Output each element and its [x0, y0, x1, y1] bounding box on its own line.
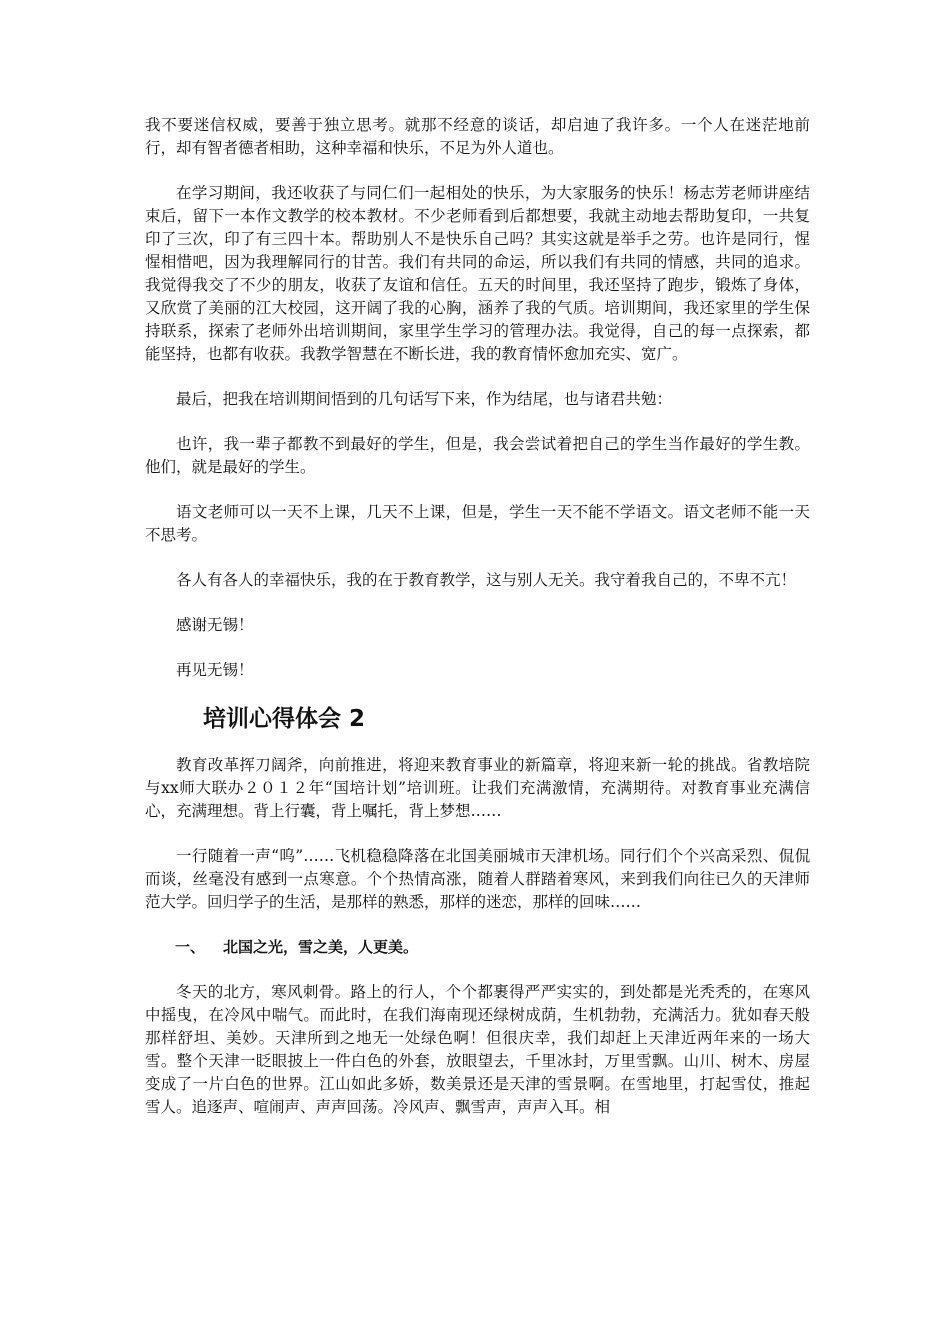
subsection-heading: [145, 936, 810, 959]
paragraph: 在学习期间，我还收获了与同仁们一起相处的快乐，为大家服务的快乐！杨志芳老师讲座结束后，留下一本作文教学的校本教材。不少老师看到后都想要，我就主动地去帮助复印，一共复印了三次，印了有三四十本。帮助别人不是快乐自己吗？其实这就是举手之劳。也许是同行，惺惺相惜吧，因为我理解同行的甘苦。我们有共同的命运，所以我们有共同的情感，共同的追求。我觉得我交了不少的朋友，收获了友谊和信任。五天的时间里，我还坚持了跑步，锻炼了身体，又欣赏了美丽的江大校园，这开阔了我的心胸，涵养了我的气质。培训期间，我还家里的学生保持联系，探索了老师外出培训期间，家里学生学习的管理办法。我觉得，自己的每一点探索，都能坚持，也都有收获。我教学智慧在不断长进，我的教育情怀愈加充实、宽广。: [145, 184, 810, 363]
paragraph: 一行随着一声“呜”……飞机稳稳降落在北国美丽城市天津机场。同行们个个兴高采烈、侃侃而谈，丝毫没有感到一点寒意。个个热情高涨，随着人群踏着寒风，来到我们向往已久的天津师范大学。回归学子的生活，是那样的熟悉，那样的迷恋，那样的回味……: [145, 847, 810, 911]
paragraph: 最后，把我在培训期间悟到的几句话写下来，作为结尾，也与诸君共勉：: [176, 390, 673, 408]
paragraph: 语文老师可以一天不上课，几天不上课，但是，学生一天不能不学语文。语文老师不能一天不思考。: [145, 503, 810, 544]
paragraph: 我不要迷信权威，要善于独立思考。就那不经意的谈话，却启迪了我许多。一个人在迷茫地前行，却有智者德者相助，这种幸福和快乐，不足为外人道也。: [145, 116, 810, 157]
subsection-number: 一、: [175, 938, 206, 956]
paragraph: 冬天的北方，寒风刺骨。路上的行人，个个都裹得严严实实的，到处都是光秃秃的，在寒风中摇曳，在冷风中喘气。而此时，在我们海南现还绿树成荫，生机勃勃，充满活力。犹如春天般那样舒坦、美妙。天津所到之地无一处绿色啊！但很庆幸，我们却赶上天津近两年来的一场大雪。整个天津一眨眼披上一件白色的外套，放眼望去，千里冰封，万里雪飘。山川、树木、房屋变成了一片白色的世界。江山如此多娇，数美景还是天津的雪景啊。在雪地里，打起雪仗，推起雪人。追逐声、喧闹声、声声回荡。冷风声、飘雪声，声声入耳。相: [145, 983, 810, 1116]
subsection-title: 北国之光，雪之美，人更美。: [223, 938, 419, 956]
document-body: [145, 114, 810, 1141]
paragraph: 也许，我一辈子都教不到最好的学生，但是，我会尝试着把自己的学生当作最好的学生教。他们，就是最好的学生。: [145, 435, 810, 476]
paragraph: 再见无锡！: [176, 661, 254, 679]
paragraph: 感谢无锡！: [176, 616, 254, 634]
section-heading: 培训心得体会 2: [203, 706, 366, 732]
paragraph: 各人有各人的幸福快乐，我的在于教育教学，这与别人无关。我守着我自己的，不卑不亢！: [176, 571, 797, 589]
paragraph: 教育改革挥刀阔斧，向前推进，将迎来教育事业的新篇章，将迎来新一轮的挑战。省教培院与xx师大联办２０１２年“国培计划”培训班。让我们充满激情，充满期待。对教育事业充满信心，充满理想。背上行囊，背上嘱托，背上梦想……: [145, 756, 810, 820]
